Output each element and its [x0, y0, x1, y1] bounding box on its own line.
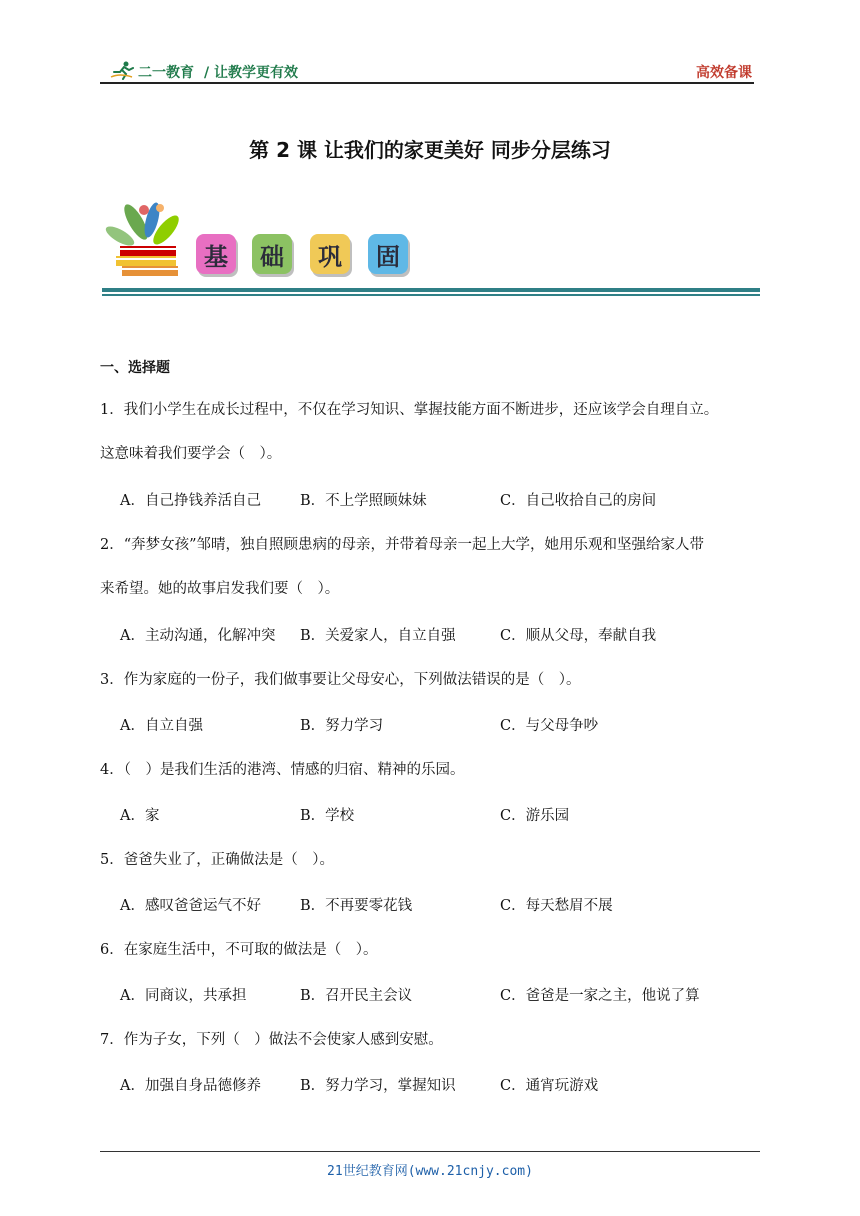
brand-slogan: / 让教学更有效	[204, 65, 298, 81]
question-6	[100, 928, 780, 972]
banner-tile-4: 固	[368, 234, 408, 274]
banner-rule-thin	[102, 294, 760, 296]
header-right-label: 高效备课	[696, 65, 752, 81]
section-banner	[100, 200, 420, 282]
option-a: A．感叹爸爸运气不好	[120, 898, 261, 914]
page-title: 第 2 课 让我们的家更美好 同步分层练习	[249, 138, 611, 162]
question-2	[100, 523, 780, 611]
brand-name: 二一教育	[138, 65, 194, 81]
question-text: 4．（ ）是我们生活的港湾、情感的归宿、精神的乐园。	[100, 762, 465, 778]
question-text: 1．我们小学生在成长过程中，不仅在学习知识、掌握技能方面不断进步，还应该学会自理自立。	[100, 402, 719, 418]
option-b: B．努力学习，掌握知识	[300, 1078, 456, 1094]
question-6-options	[120, 984, 760, 1006]
question-text: 6．在家庭生活中，不可取的做法是（ ）。	[100, 942, 378, 958]
option-a: A．主动沟通，化解冲突	[120, 628, 276, 644]
books-plant-illustration-icon	[100, 200, 192, 282]
option-c: C．与父母争吵	[500, 718, 599, 734]
section-heading: 一、选择题	[100, 360, 170, 376]
question-3	[100, 658, 780, 702]
question-text: 这意味着我们要学会（ ）。	[100, 446, 282, 462]
option-c: C．每天愁眉不展	[500, 898, 613, 914]
question-5-options	[120, 894, 760, 916]
option-a: A．加强自身品德修养	[120, 1078, 261, 1094]
option-b: B．努力学习	[300, 718, 384, 734]
option-c: C．通宵玩游戏	[500, 1078, 599, 1094]
option-c: C．顺从父母，奉献自我	[500, 628, 657, 644]
question-text: 5．爸爸失业了，正确做法是（ ）。	[100, 852, 334, 868]
option-c: C．爸爸是一家之主，他说了算	[500, 988, 700, 1004]
question-4-options	[120, 804, 760, 826]
banner-rule-thick	[102, 288, 760, 292]
runner-logo-icon	[110, 60, 136, 80]
question-1	[100, 388, 780, 476]
footer-source: 21世纪教育网(www.21cnjy.com)	[327, 1164, 533, 1179]
question-text: 2．“奔梦女孩”邹晴，独自照顾患病的母亲，并带着母亲一起上大学，她用乐观和坚强给家人带	[100, 537, 705, 553]
question-text: 来希望。她的故事启发我们要（ ）。	[100, 581, 340, 597]
option-b: B．召开民主会议	[300, 988, 413, 1004]
question-7	[100, 1018, 780, 1062]
option-c: C．自己收拾自己的房间	[500, 493, 657, 509]
banner-tile-2: 础	[252, 234, 292, 274]
option-a: A．自己挣钱养活自己	[120, 493, 261, 509]
banner-tile-1: 基	[196, 234, 236, 274]
question-text: 7．作为子女，下列（ ）做法不会使家人感到安慰。	[100, 1032, 443, 1048]
question-7-options	[120, 1074, 760, 1096]
option-b: B．关爱家人，自立自强	[300, 628, 456, 644]
option-a: A．家	[120, 808, 160, 824]
question-2-options	[120, 624, 760, 646]
option-c: C．游乐园	[500, 808, 570, 824]
footer-divider	[100, 1151, 760, 1152]
question-4	[100, 748, 780, 792]
banner-tile-3: 巩	[310, 234, 350, 274]
option-b: B．不再要零花钱	[300, 898, 413, 914]
option-a: A．同商议，共承担	[120, 988, 247, 1004]
option-a: A．自立自强	[120, 718, 203, 734]
question-3-options	[120, 714, 760, 736]
page-header	[100, 58, 754, 82]
question-5	[100, 838, 780, 882]
option-b: B．不上学照顾妹妹	[300, 493, 427, 509]
question-1-options	[120, 489, 760, 511]
option-b: B．学校	[300, 808, 355, 824]
header-divider	[100, 82, 754, 84]
question-text: 3．作为家庭的一份子，我们做事要让父母安心，下列做法错误的是（ ）。	[100, 672, 581, 688]
